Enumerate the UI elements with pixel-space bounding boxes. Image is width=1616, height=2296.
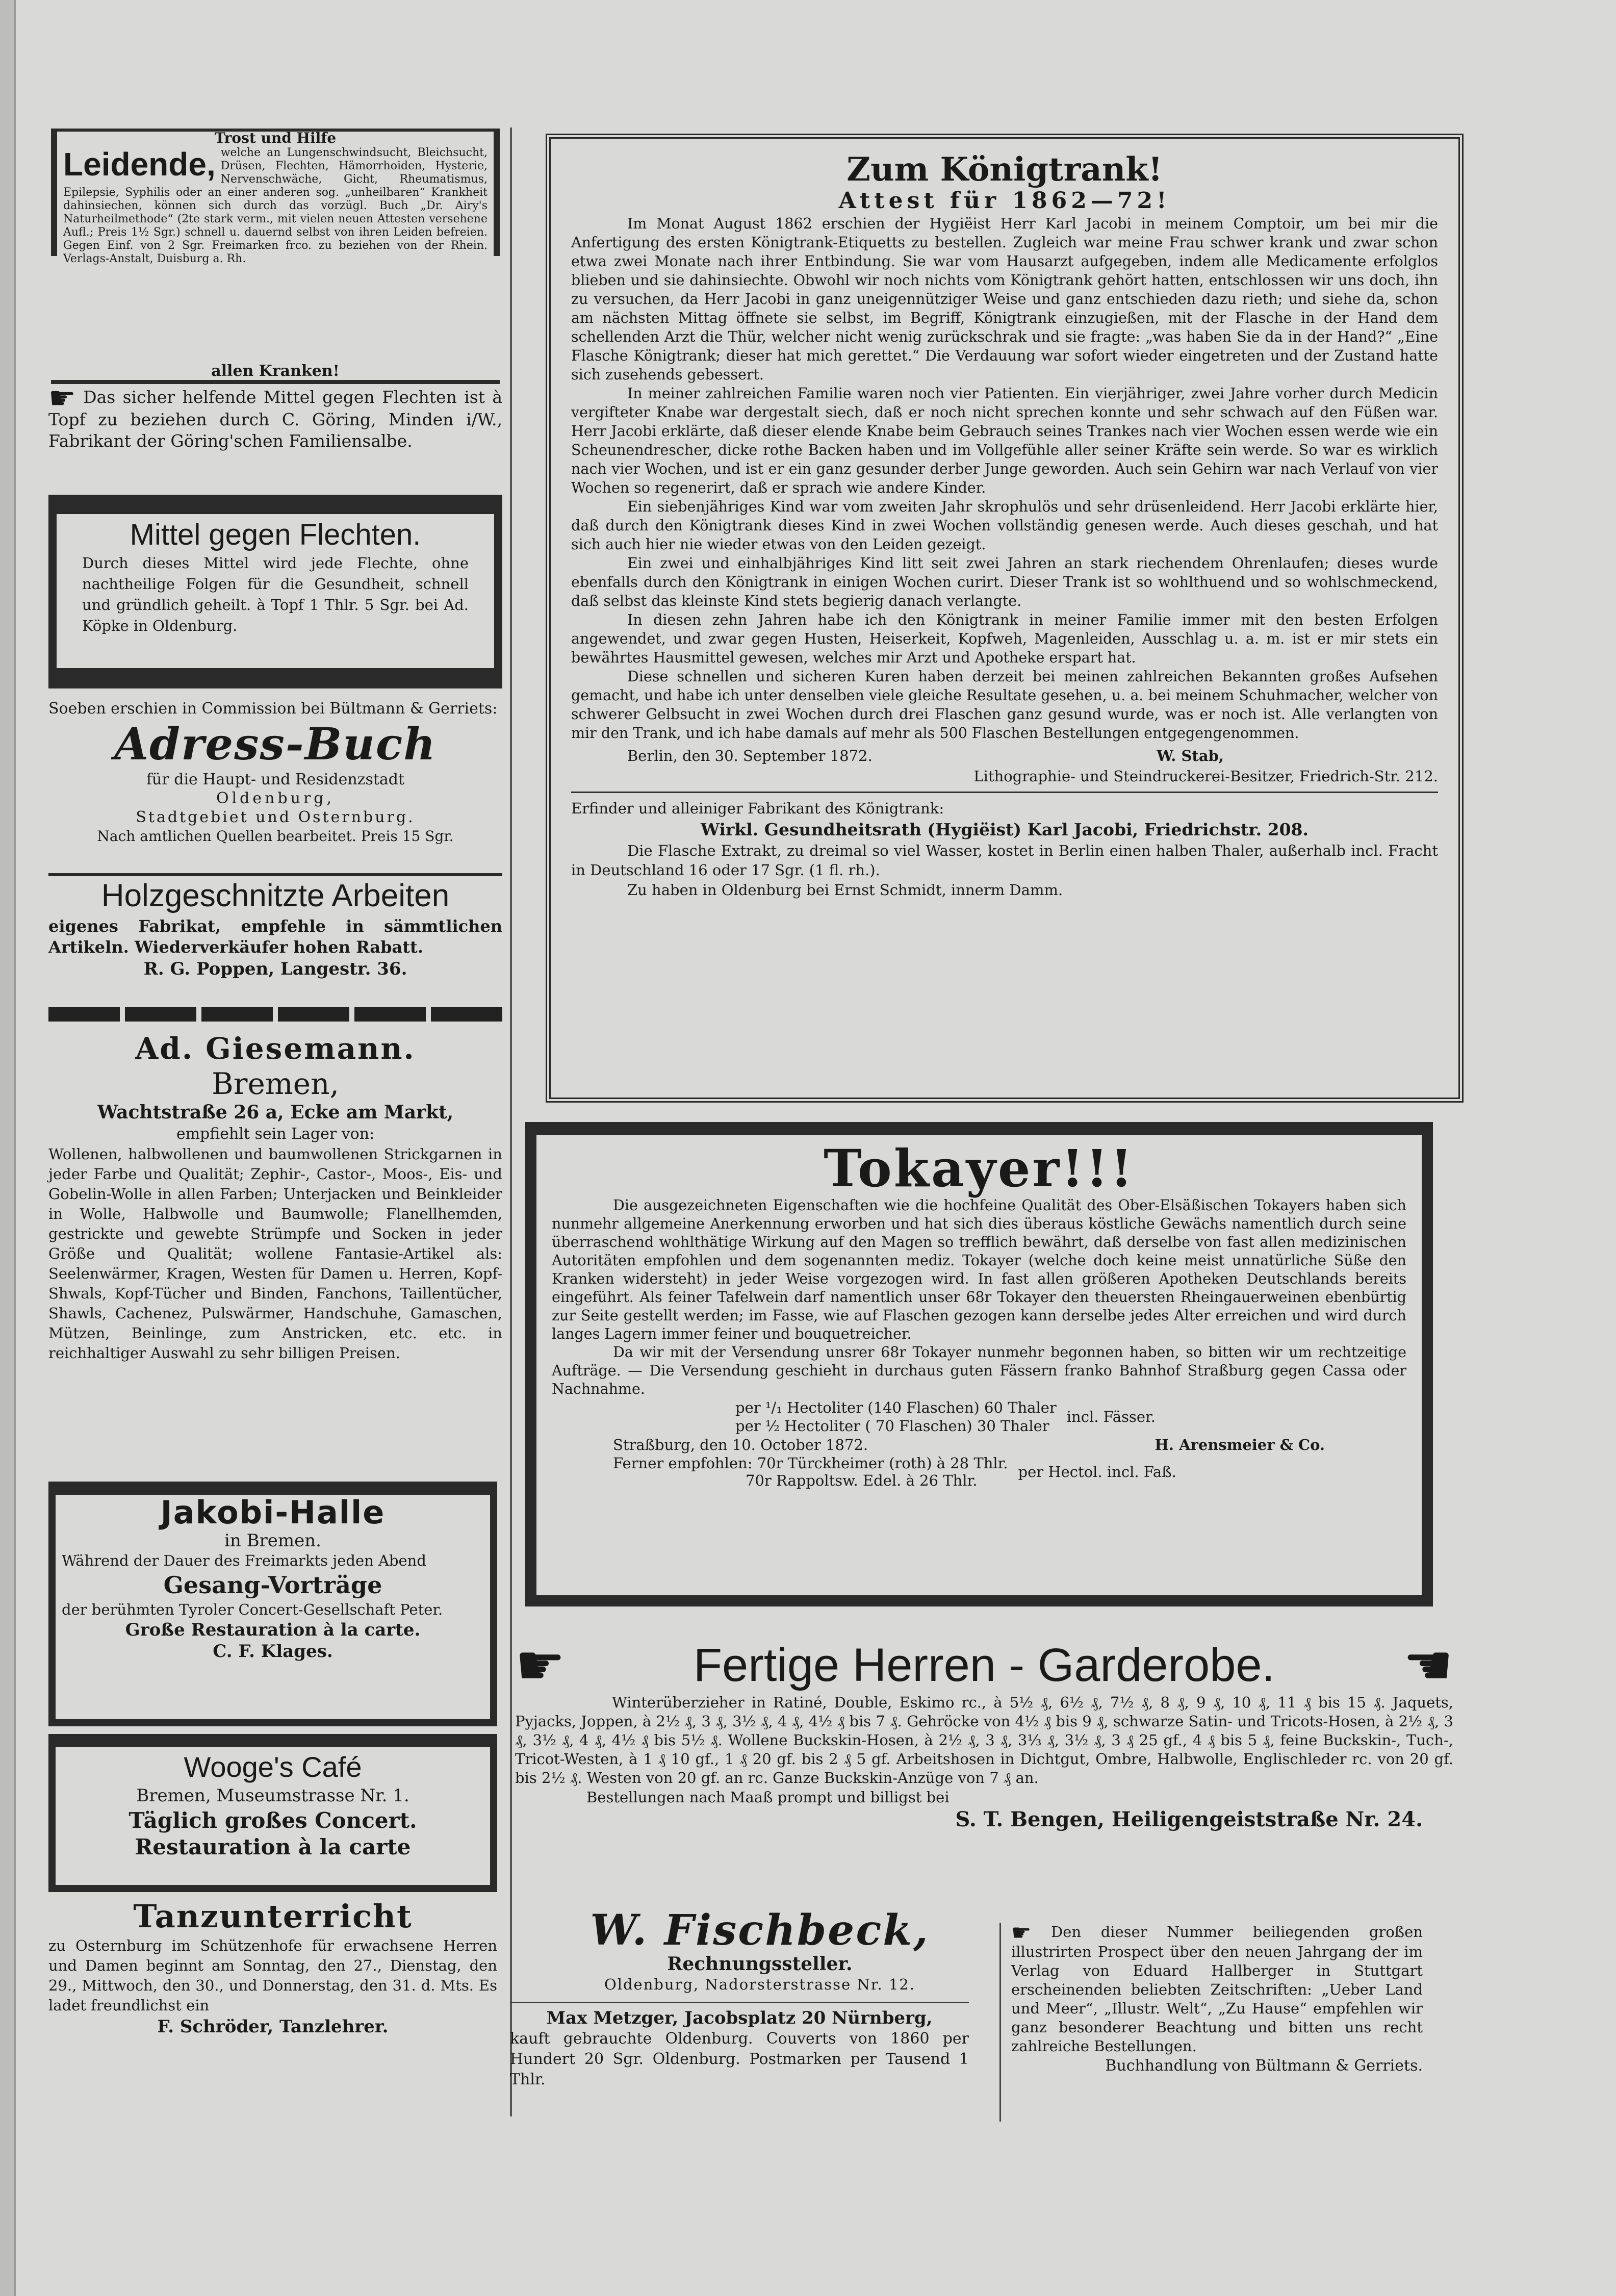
ad-tokayer-e0: Ferner empfohlen: (613, 1455, 753, 1472)
ad-metzger (510, 2002, 969, 2114)
ad-tokayer (525, 1122, 1433, 1606)
ad-wooges-cafe-l1: Täglich großes Concert. (129, 1808, 417, 1833)
ad-koenigtrank-p1: Im Monat August 1862 erschien der Hygiëist Herr Karl Jacobi in meinem Comptoir, um bei mir die Anfertigung des ersten Königtrank-Etiquetts zu bestellen. Zugleich war meine Frau schwer krank und zwar schon etwa zwei Monate nach ihrer Entbindung. Sie war vom Hausarzt aufgegeben, indem alle Medicamente erfolglos blieben und sie dahinsiechte. Obwohl wir noch nichts vom Königtrank gehört hatten, entschlossen wir uns doch, ihn zu versuchen, da Herr Jacobi in ganz uneigennütziger Weise und ganz entschieden dazu rieth; und siehe da, schon am nächsten Mittag öffnete sie selbst, im Begriff, Königtrank einzugießen, mit der Flasche in der Hand dem schellenden Arzt die Thür, welcher nicht wenig zurückschrak und sie fragte: „was haben Sie da in der Hand?“ „Eine Flasche Königtrank; dieser hat mich gerettet.“ Die Verdauung war sofort wieder eingetreten und der Zustand hatte sich zusehends gebessert. (571, 215, 1438, 383)
ad-goering (48, 380, 502, 476)
ad-giesemann-addr: Wachtstraße 26 a, Ecke am Markt, (97, 1102, 454, 1123)
ad-metzger-body: kauft gebrauchte Oldenburg. Couverts von 1860 per Hundert 20 Sgr. Oldenburg. Postmarken per Tausend 1 Thlr. (510, 2030, 969, 2088)
ad-mittel-flechten-body: Durch dieses Mittel wird jede Flechte, ohne nachtheilige Folgen für die Gesundheit, schnell und gründlich geheilt. à Topf 1 Thlr. 5 Sgr. bei Ad. Köpke in Oldenburg. (82, 554, 469, 634)
ad-holzgeschnitzt-body: eigenes Fabrikat, empfehle in sämmtlichen Artikeln. Wiederverkäufer hohen Rabatt. (48, 916, 502, 957)
ad-tokayer-sig: H. Arensmeier & Co. (1155, 1436, 1325, 1453)
ad-wooges-cafe-head: Wooge's Café (184, 1751, 362, 1783)
pointing-hand-icon: ☛ (48, 380, 76, 416)
ad-jakobi-halle-event: Gesang-Vorträge (163, 1571, 382, 1599)
ad-koenigtrank-f2: Wirkl. Gesundheitsrath (Hygiëist) Karl Jacobi, Friedrichstr. 208. (700, 820, 1309, 839)
ad-garderobe-order: Bestellungen nach Maaß prompt und billigst bei (586, 1789, 950, 1806)
ad-koenigtrank-head: Zum Königtrank! (847, 150, 1163, 189)
ad-tokayer-e1: 70r Türckheimer (roth) à 28 Thlr. (757, 1455, 1008, 1472)
ad-tokayer-p2: Da wir mit der Versendung unsrer 68r Tokayer nunmehr begonnen haben, so bitten wir um rechtzeitige Aufträge. — Die Versendung geschieht in durchaus guten Fässern franko Bahnhof Straßburg gegen Cassa oder Nachnahme. (552, 1344, 1406, 1397)
ad-prospect (999, 1920, 1423, 2122)
ad-adressbuch-l3: Stadtgebiet und Osternburg. (136, 808, 415, 826)
pointing-hand-left-icon: ☚ (1403, 1632, 1453, 1698)
ad-holzgeschnitzt-sig: R. G. Poppen, Langestr. 36. (143, 959, 407, 979)
ad-adressbuch-intro: Soeben erschien in Commission bei Bültmann & Gerriets: (48, 700, 498, 718)
ad-adressbuch-head: Adress-Buch (114, 719, 437, 770)
ad-goering-text: ☛ Das sicher helfende Mittel gegen Flechten ist à Topf zu beziehen durch C. Göring, Minden i/W., Fabrikant der Göring'schen Familiensalbe. (48, 380, 502, 451)
ad-wooges-cafe (48, 1734, 497, 1892)
ad-koenigtrank (546, 134, 1464, 1103)
ad-leidende (51, 129, 500, 265)
ad-giesemann-head: Ad. Giesemann. (135, 1031, 416, 1066)
ad-tanzunterricht-body: zu Osternburg im Schützenhofe für erwachsene Herren und Damen beginnt am Sonntag, den 27., Dienstag, den 29., Mittwoch, den 30., und Donnerstag, den 31. d. Mts. Es ladet freundlichst ein (48, 1937, 497, 2014)
page-edge (0, 0, 16, 2296)
ad-prospect-sig: Buchhandlung von Bültmann & Gerriets. (1105, 2056, 1423, 2075)
ad-jakobi-halle (48, 1482, 497, 1726)
ad-leidende-footer: allen Kranken! (51, 362, 500, 384)
ad-giesemann-body: Wollenen, halbwollenen und baumwollenen Strickgarnen in jeder Farbe und Qualität; Zephir-, Castor-, Moos-, Eis- und Gobelin-Wolle in allen Farben; Unterjacken und Beinkleider in Wolle, Halbwolle und Baumwolle; Flanellhemden, gestrickte und gewebte Strümpfe und Socken in jeder Größe und Qualität; wollene Fantasie-Artikel als: Seelenwärmer, Kragen, Westen für Damen u. Herren, Kopf-Shwals, Kopf-Tücher und Binden, Fanchons, Taillentücher, Shawls, Cachenez, Pulswärmer, Handschuhe, Gamaschen, Mützen, Beinlinge, zum Anstricken, etc. etc. in reichhaltiger Auswahl zu sehr billigen Preisen. (48, 1145, 502, 1362)
ad-jakobi-halle-rest: Große Restauration à la carte. (125, 1620, 421, 1640)
ad-koenigtrank-f1: Erfinder und alleiniger Fabrikant des Königtrank: (571, 800, 944, 817)
ad-adressbuch (48, 699, 502, 872)
ad-tanzunterricht-sig: F. Schröder, Tanzlehrer. (157, 2017, 389, 2037)
ad-wooges-cafe-addr: Bremen, Museumstrasse Nr. 1. (136, 1785, 409, 1806)
ad-koenigtrank-p6: Diese schnellen und sicheren Kuren haben derzeit bei meinen zahlreichen Bekannten großes Aufsehen gemacht, und habe ich unter denselben viele gleiche Resultate gesehen, u. a. bei meinem Schuhmacher, welcher von schwerer Gelbsucht in zwei Wochen durch drei Flaschen ganz gesund wurde, was er noch ist. Alle verlangten von mir den Trank, und ich habe damals auf mehr als 500 Flaschen Bestellungen entgegengenommen. (571, 668, 1438, 742)
ad-adressbuch-l2: Oldenburg, (216, 789, 335, 807)
ad-metzger-head: Max Metzger, Jacobsplatz 20 Nürnberg, (546, 2008, 933, 2028)
pointing-hand-right-icon: ☛ (515, 1632, 566, 1698)
ad-mittel-flechten (48, 495, 502, 688)
ad-koenigtrank-signame: W. Stab, (1157, 747, 1224, 764)
ad-koenigtrank-p5: In diesen zehn Jahren habe ich den Königtrank in meiner Familie immer mit den besten Erfolgen angewendet, und zwar gegen Husten, Heiserkeit, Kopfweh, Magenleiden, Ausschlag u. a. m. ist er mir stets ein bewährtes Hausmittel gewesen, welches mir Arzt und Apotheke erspart hat. (571, 611, 1438, 666)
ad-tokayer-enote: per Hectol. incl. Faß. (1018, 1463, 1176, 1481)
ad-tokayer-rate2: per ½ Hectoliter ( 70 Flaschen) 30 Thaler (735, 1417, 1049, 1435)
column-rule (510, 127, 512, 2116)
ad-adressbuch-l1: für die Haupt- und Residenzstadt (146, 771, 405, 788)
ad-mittel-flechten-head: Mittel gegen Flechten. (130, 518, 421, 551)
divider-bar (48, 1007, 502, 1022)
ad-garderobe (515, 1632, 1453, 1912)
ad-leidende-head: Leidende, (63, 146, 216, 183)
ad-giesemann-sub: empfiehlt sein Lager von: (176, 1125, 375, 1143)
ad-koenigtrank-sub: Attest für 1862—72! (838, 188, 1171, 214)
ad-adressbuch-l4: Nach amtlichen Quellen bearbeitet. Preis 15 Sgr. (97, 828, 454, 845)
ad-koenigtrank-f3: Die Flasche Extrakt, zu dreimal so viel Wasser, kostet in Berlin einen halben Thaler, außerhalb incl. Fracht in Deutschland 16 oder 17 Sgr. (1 fl. rh.). (571, 842, 1438, 879)
ad-wooges-cafe-l2: Restauration à la carte (135, 1834, 411, 1859)
ad-koenigtrank-p4: Ein zwei und einhalbjähriges Kind litt seit zwei Jahren an stark riechendem Ohrenlaufen; dieses wurde ebenfalls durch den Königtrank in einigen Wochen curirt. Dieser Trank ist so wohlthuend und so wohlschmeckend, daß selbst das kleinste Kind stets begierig danach verlangte. (571, 555, 1438, 609)
ad-jakobi-halle-body: Während der Dauer des Freimarkts jeden Abend (62, 1552, 426, 1569)
ad-koenigtrank-p3: Ein siebenjähriges Kind war vom zweiten Jahr skrophulös und sehr drüsenleidend. Herr Jacobi erklärte hier, daß durch den Königtrank dieses Kind in zwei Wochen vollständig genesen werde. Auch dieses geschah, und hat sich auch hier nie wieder etwas von den Leiden gezeigt. (571, 498, 1438, 553)
ad-jakobi-halle-head: Jakobi-Halle (160, 1494, 386, 1531)
ad-fischbeck (530, 1907, 989, 1999)
ad-holzgeschnitzt (48, 873, 502, 1001)
ad-tokayer-rate1: per ¹/₁ Hectoliter (140 Flaschen) 60 Thaler (735, 1399, 1057, 1416)
ad-tokayer-head: Tokayer!!! (824, 1138, 1135, 1198)
ad-fischbeck-head: W. Fischbeck, (590, 1906, 930, 1955)
ad-fischbeck-sub: Rechnungssteller. (667, 1953, 853, 1975)
ad-leidende-body: welche an Lungenschwindsucht, Bleichsucht, Drüsen, Flechten, Hämorrhoiden, Hysterie, Nervenschwäche, Gicht, Rheumatismus, Epilepsie, Syphilis oder an einer anderen sog. „unheilbaren“ Krankheit dahinsiechen, können sich durch das vorzügl. Buch „Dr. Airy's Naturheilmethode“ (2te stark verm., mit vielen neuen Attesten versehene Aufl.; Preis 1½ Sgr.) schnell u. dauernd selbst von ihren Leiden befreien. Gegen Einf. von 2 Sgr. Freimarken frco. zu beziehen von der Rhein. Verlags-Anstalt, Duisburg a. Rh. (63, 146, 488, 265)
ad-garderobe-body: Winterüberzieher in Ratiné, Double, Eskimo rc., à 5½ ₰, 6½ ₰, 7½ ₰, 8 ₰, 9 ₰, 10 ₰, 11 ₰ bis 15 ₰. Jaquets, Pyjacks, Joppen, à 2½ ₰, 3 ₰, 3½ ₰, 4 ₰, 4½ ₰ bis 7 ₰. Gehröcke von 4½ ₰ bis 9 ₰, schwarze Satin- und Tricots-Hosen, à 2½ ₰, 3 ₰, 3½ ₰, 4 ₰, 4½ ₰ bis 5½ ₰. Wollene Buckskin-Hosen, à 2½ ₰, 3 ₰, 3⅓ ₰, 3½ ₰, 3 ₰ 25 gf., 4 ₰ bis 5 ₰, feine Buckskin-, Tuch-, Tricot-Westen, à 1 ₰ 10 gf., 1 ₰ 20 gf. bis 2 ₰ 5 gf. Arbeitshosen in Dichtgut, Ombre, Halbwolle, Englischleder rc. von 20 gf. bis 2½ ₰. Westen von 20 gf. an rc. Ganze Buckskin-Anzüge von 7 ₰ an. (515, 1694, 1453, 1787)
ad-tokayer-rnote: incl. Fässer. (1066, 1408, 1156, 1425)
ad-koenigtrank-p2: In meiner zahlreichen Familie waren noch vier Patienten. Ein vierjähriger, zwei Jahre vorher durch Medicin vergifteter Knabe war dergestalt siech, daß er noch nicht sprechen konnte und sehr schwach auf den Füßen war. Herr Jacobi erklärte, daß dieser elende Knabe beim Gebrauch seines Trankes nach vier Wochen essen werde wie ein Scheunendrescher, dicke rothe Backen haben und im Vollgefühle aller seiner Kräfte sein werde. So war es wirklich nach vier Wochen, und ist er ein ganz gesunder derber Junge geworden. Auch sein Gehirn war nach Verlauf von vier Wochen so regenerirt, daß er sprach wie andere Kinder. (571, 385, 1438, 496)
ad-koenigtrank-sigrole: Lithographie- und Steindruckerei-Besitzer, Friedrich-Str. 212. (973, 768, 1438, 785)
divider-rule (571, 792, 1438, 793)
ad-giesemann (48, 1030, 502, 1464)
ad-tokayer-p1: Die ausgezeichneten Eigenschaften wie die hochfeine Qualität des Ober-Elsäßischen Tokayers haben sich nunmehr allgemeine Anerkennung erworben und hat sich dies überaus köstliche Gewächs namentlich durch seine überraschend wohlthätige Wirkung auf den Magen so trefflich bewährt, daß derselbe von fast allen medizinischen Autoritäten empfohlen und dem sogenannten mediz. Tokayer (welche doch keine meist unnatürliche Süße den Kranken widersteht) in jeder Weise vorgezogen wird. In fast allen größeren Apotheken Deutschlands bereits eingeführt. Als feiner Tafelwein darf namentlich unser 68r Tokayer den theuersten Rheingauerweinen ebenbürtig zur Seite gestellt werden; im Fasse, wie auf Flaschen gezogen kann derselbe jedes Alter erreichen und wird durch langes Lagern immer feiner und bouquetreicher. (552, 1197, 1406, 1342)
ad-garderobe-head: Fertige Herren - Garderobe. (693, 1639, 1275, 1691)
ad-jakobi-halle-sig: C. F. Klages. (213, 1641, 333, 1662)
ad-giesemann-city: Bremen, (212, 1066, 339, 1101)
ad-koenigtrank-f4: Zu haben in Oldenburg bei Ernst Schmidt, innerm Damm. (627, 881, 1063, 899)
ad-tanzunterricht-head: Tanzunterricht (133, 1898, 413, 1935)
ad-garderobe-sig: S. T. Bengen, Heiligengeiststraße Nr. 24. (955, 1807, 1423, 1831)
ad-tokayer-date: Straßburg, den 10. October 1872. (613, 1436, 868, 1453)
ad-fischbeck-addr: Oldenburg, Nadorsterstrasse Nr. 12. (604, 1976, 916, 1993)
ad-tanzunterricht (48, 1897, 497, 2111)
ad-leidende-title: Trost und Hilfe (214, 130, 337, 146)
ad-holzgeschnitzt-head: Holzgeschnitzte Arbeiten (101, 878, 450, 913)
ad-jakobi-halle-body2: der berühmten Tyroler Concert-Gesellschaft Peter. (62, 1601, 443, 1618)
ad-koenigtrank-date: Berlin, den 30. September 1872. (627, 747, 873, 764)
ad-tokayer-e2: 70r Rappoltsw. Edel. à 26 Thlr. (746, 1472, 978, 1489)
ad-prospect-body: ☛ Den dieser Nummer beiliegenden großen illustrirten Prospect über den neuen Jahrgang der im Verlag von Eduard Hallberger in Stuttgart erscheinenden beliebten Zeitschriften: „Ueber Land und Meer“, „Illustr. Welt“, „Zu Hause“ empfehlen wir ganz besonderer Beachtung und bitten uns recht zahlreiche Bestellungen. (1011, 1920, 1423, 2055)
pointing-hand-small-icon: ☛ (1011, 1920, 1032, 1946)
ad-jakobi-halle-city: in Bremen. (224, 1530, 321, 1551)
